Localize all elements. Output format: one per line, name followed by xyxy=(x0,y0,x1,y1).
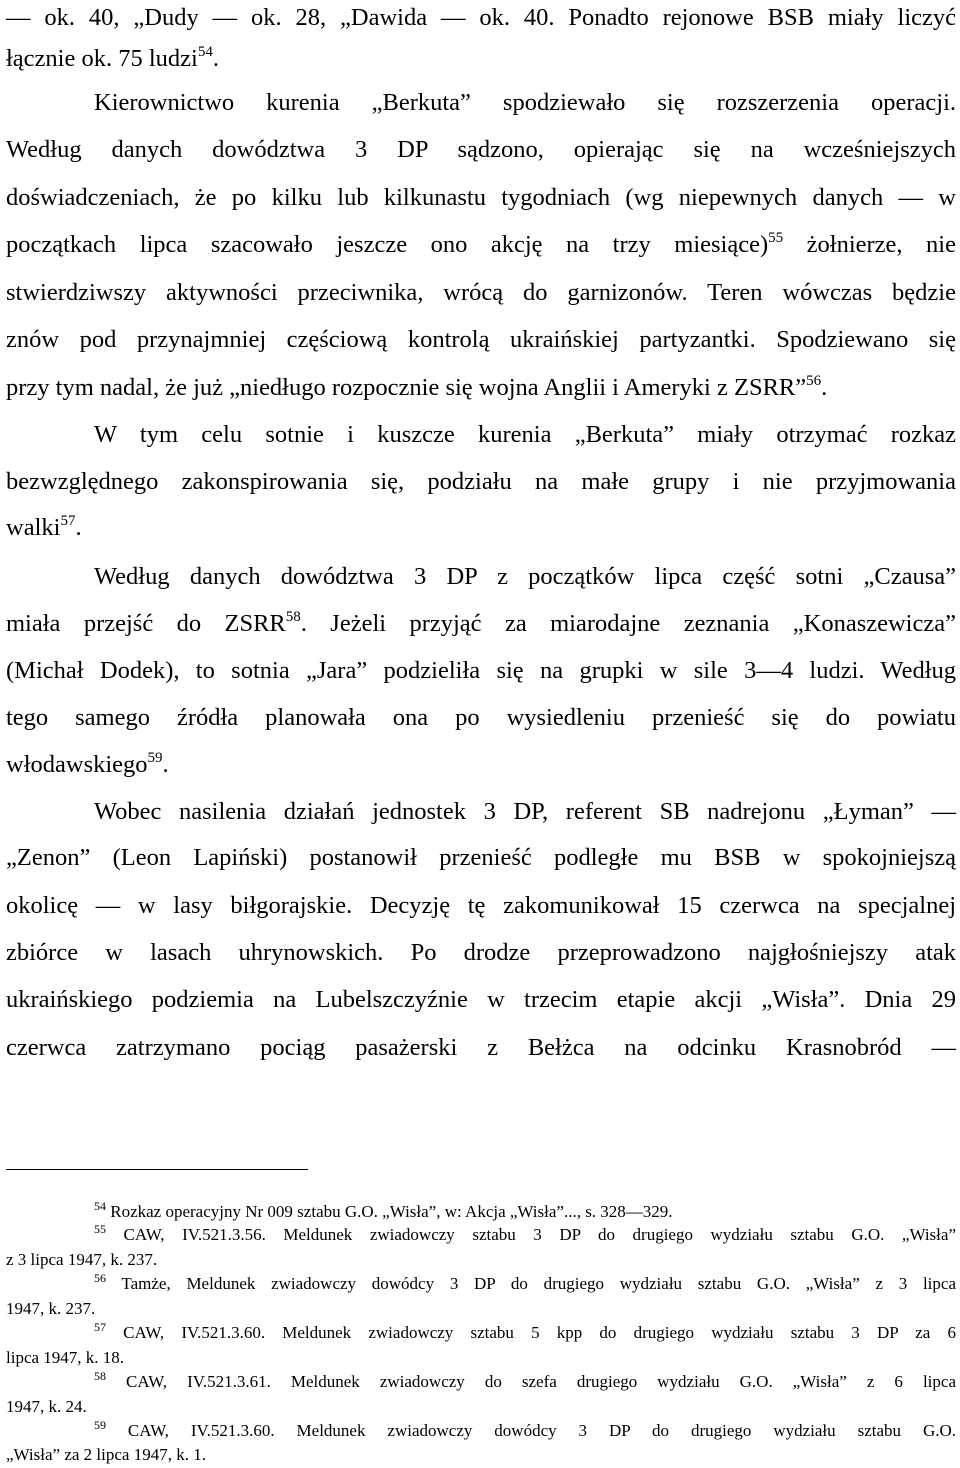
footnote-56-continuation: 1947, k. 237. xyxy=(6,1299,96,1318)
footnote-56: $^{56}$ Tamże, Meldunek zwiadowczy dowódcy 3 DP do drugiego wydziału sztabu G.O. „Wisła” z 3 lipca xyxy=(94,1271,956,1293)
footnote-57: $^{57}$ CAW, IV.521.3.60. Meldunek zwiadowczy sztabu 5 kpp do drugiego wydziału sztabu 3 DP za 6 xyxy=(94,1320,956,1342)
text-line: czerwca zatrzymano pociąg pasażerski z Bełżca na odcinku Krasnobród — xyxy=(6,1034,956,1061)
text-line: „Zenon” (Leon Lapiński) postanowił przenieść podległe mu BSB w spokojniejszą xyxy=(6,844,956,871)
footnote-ref: 55 xyxy=(768,230,784,246)
footnote-55-continuation: z 3 lipca 1947, k. 237. xyxy=(6,1250,158,1269)
text-line: Według danych dowództwa 3 DP sądzono, opierając się na wcześniejszych xyxy=(6,136,956,163)
footnote-54: $^{54}$ Rozkaz operacyjny Nr 009 sztabu G.O. „Wisła”, w: Akcja „Wisła”..., s. 328—329. xyxy=(94,1199,673,1221)
footnote-58-continuation: 1947, k. 24. xyxy=(6,1397,87,1416)
text-line: zbiórce w lasach uhrynowskich. Po drodze przeprowadzono najgłośniejszy atak xyxy=(6,939,956,966)
text-line: znów pod przynajmniej częściową kontrolą ukraińskiej partyzantki. Spodziewano się xyxy=(6,326,956,353)
footnote-separator xyxy=(6,1169,308,1170)
footnote-57-continuation: lipca 1947, k. 18. xyxy=(6,1348,125,1367)
text-line: bezwzględnego zakonspirowania się, podziału na małe grupy i nie przyjmowania xyxy=(6,468,956,495)
text-line: Kierownictwo kurenia „Berkuta” spodziewało się rozszerzenia operacji. xyxy=(94,89,956,116)
text-line: walki$^{57}$. xyxy=(6,513,82,541)
footnote-55: $^{55}$ CAW, IV.521.3.56. Meldunek zwiadowczy sztabu 3 DP do drugiego wydziału sztabu G.O. „Wisła” xyxy=(94,1222,956,1244)
text-line: okolicę — w lasy biłgorajskie. Decyzję tę zakomunikował 15 czerwca na specjalnej xyxy=(6,892,956,919)
text-line: początkach lipca szacowało jeszcze ono akcję na trzy miesiące)$^{55}$ żołnierze, nie xyxy=(6,230,956,258)
text-line: W tym celu sotnie i kuszcze kurenia „Berkuta” miały otrzymać rozkaz xyxy=(94,421,956,448)
text-line: miała przejść do ZSRR$^{58}$. Jeżeli przyjąć za miarodajne zeznania „Konaszewicza” xyxy=(6,609,956,637)
text-line: — ok. 40, „Dudy — ok. 28, „Dawida — ok. 40. Ponadto rejonowe BSB miały liczyć xyxy=(6,4,956,31)
footnote-ref: 57 xyxy=(60,513,76,529)
text-line: łącznie ok. 75 ludzi$^{54}$. xyxy=(6,44,219,72)
footnote-ref: 58 xyxy=(285,609,301,625)
text-line: przy tym nadal, że już „niedługo rozpocznie się wojna Anglii i Ameryki z ZSRR”$^{56}$. xyxy=(6,373,828,401)
footnote-59-continuation: „Wisła” za 2 lipca 1947, k. 1. xyxy=(6,1445,206,1464)
text-line: doświadczeniach, że po kilku lub kilkunastu tygodniach (wg niepewnych danych — w xyxy=(6,184,956,211)
text-line: ukraińskiego podziemia na Lubelszczyźnie w trzecim etapie akcji „Wisła”. Dnia 29 xyxy=(6,986,956,1013)
text-line: tego samego źródła planowała ona po wysiedleniu przenieść się do powiatu xyxy=(6,704,956,731)
footnote-ref: 54 xyxy=(197,44,213,60)
text-line: Wobec nasilenia działań jednostek 3 DP, referent SB nadrejonu „Łyman” — xyxy=(94,798,956,825)
text-line: (Michał Dodek), to sotnia „Jara” podzieliła się na grupki w sile 3—4 ludzi. Według xyxy=(6,657,956,684)
footnote-ref: 56 xyxy=(806,373,822,389)
footnote-ref: 59 xyxy=(147,750,163,766)
text-line: stwierdziwszy aktywności przeciwnika, wrócą do garnizonów. Teren wówczas będzie xyxy=(6,279,956,306)
footnote-59: $^{59}$ CAW, IV.521.3.60. Meldunek zwiadowczy dowódcy 3 DP do drugiego wydziału sztabu G.O. xyxy=(94,1418,956,1440)
text-line: Według danych dowództwa 3 DP z początków lipca część sotni „Czausa” xyxy=(94,563,956,590)
text-line: włodawskiego$^{59}$. xyxy=(6,750,169,778)
footnote-58: $^{58}$ CAW, IV.521.3.61. Meldunek zwiadowczy do szefa drugiego wydziału G.O. „Wisła” z 6 lipca xyxy=(94,1369,956,1391)
